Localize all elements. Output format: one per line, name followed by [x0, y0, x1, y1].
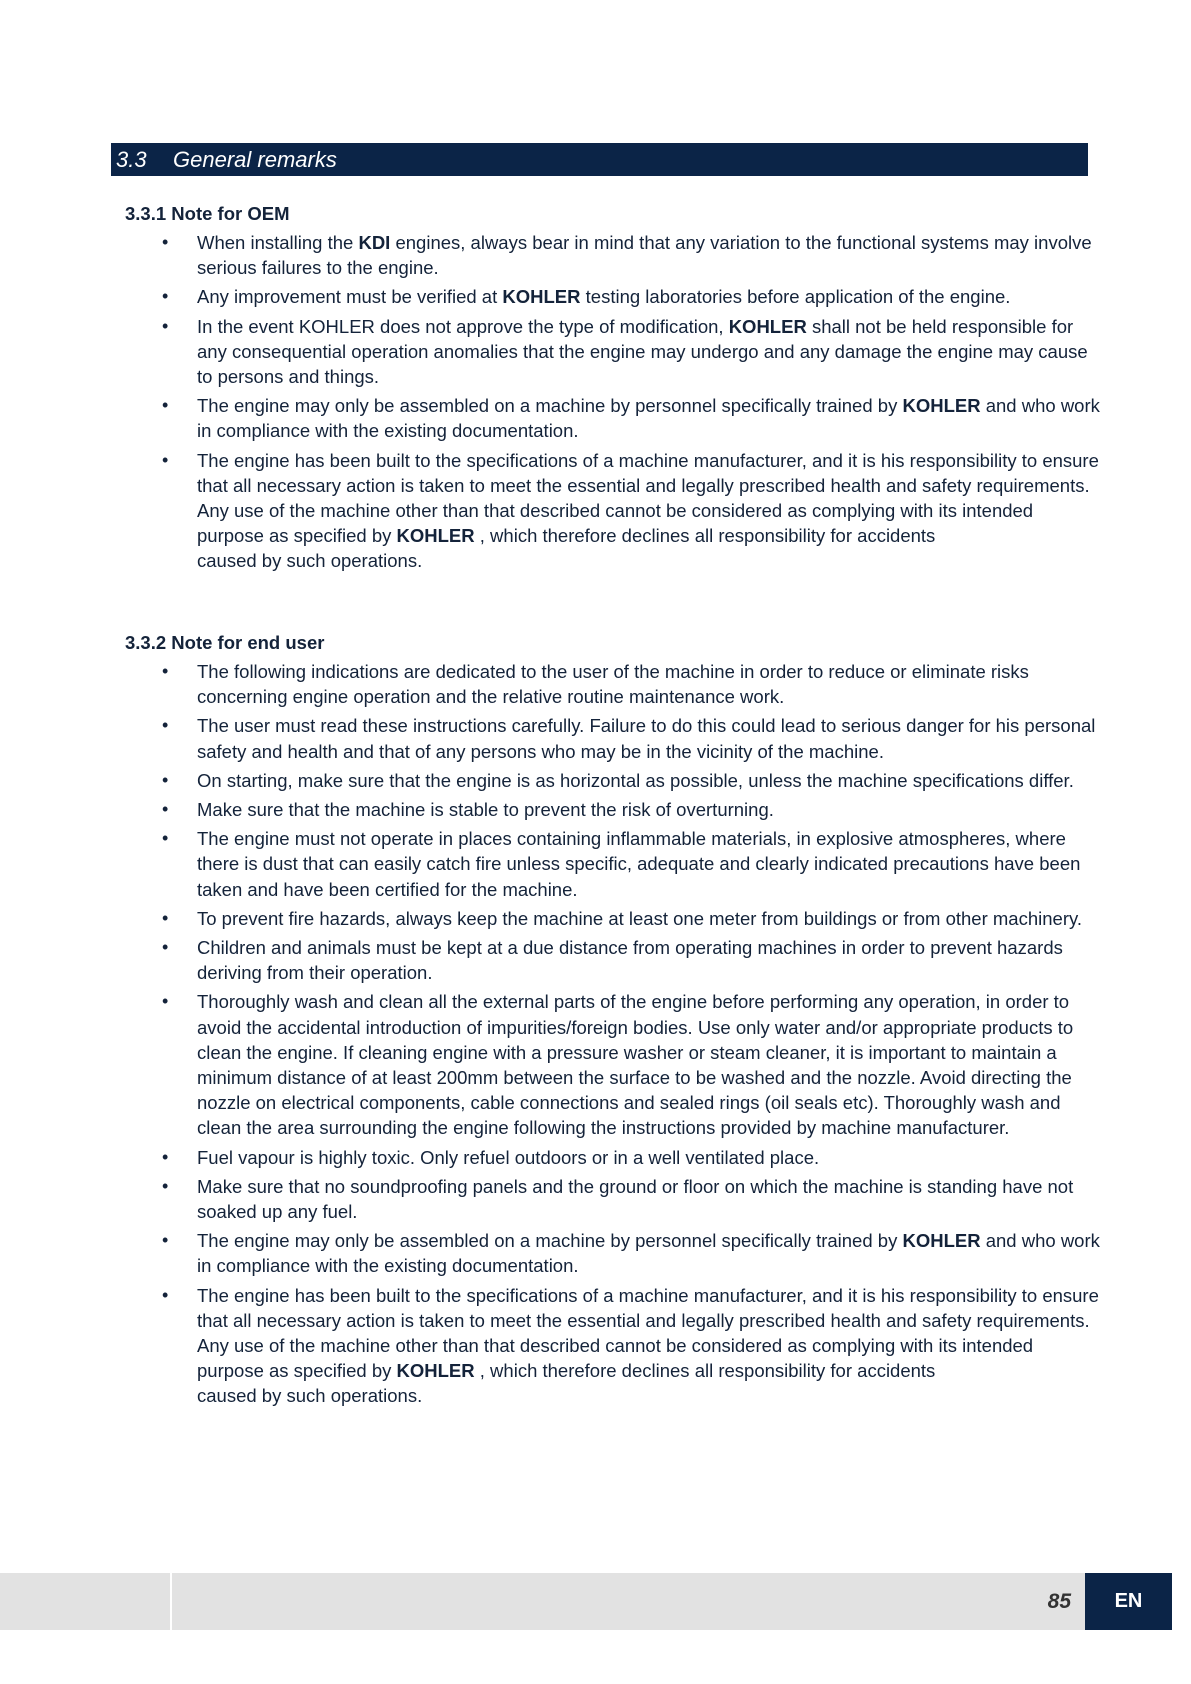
section-title-bar: [111, 143, 1088, 176]
list-item: • The engine may only be assembled on a machine by personnel specifically trained by KOHLER and who work in compliance with the existing documentation.: [162, 1230, 1100, 1277]
bullet-icon: •: [162, 799, 169, 820]
list-item: • Make sure that the machine is stable to prevent the risk of overturning.: [150, 797, 1100, 822]
page-footer: [0, 1573, 1085, 1630]
bullet-icon: •: [162, 991, 169, 1012]
bullet-icon: •: [162, 769, 169, 790]
list-item: • To prevent fire hazards, always keep the machine at least one meter from buildings or from other machinery.: [150, 906, 1100, 931]
list-item: • Make sure that no soundproofing panels and the ground or floor on which the machine is standing have not soaked up any fuel.: [162, 1175, 1074, 1223]
section-number: 3.3: [116, 147, 147, 172]
end-user-heading: 3.3.2 Note for end user: [125, 632, 325, 653]
bullet-icon: •: [162, 1175, 169, 1196]
end-user-list: [150, 659, 1100, 1413]
bullet-icon: •: [162, 1284, 169, 1305]
bullet-icon: •: [162, 828, 169, 849]
list-item: • Fuel vapour is highly toxic. Only refuel outdoors or in a well ventilated place.: [150, 1145, 1100, 1170]
list-item: • On starting, make sure that the engine is as horizontal as possible, unless the machine specifications differ.: [150, 768, 1100, 793]
list-item: • Any improvement must be verified at KOHLER testing laboratories before application of the engine.: [150, 284, 1100, 309]
bullet-icon: •: [162, 907, 169, 928]
language-badge: EN: [1085, 1573, 1172, 1630]
oem-heading: 3.3.1 Note for OEM: [125, 203, 290, 224]
bullet-icon: •: [162, 286, 169, 307]
page-number: 85: [1047, 1590, 1071, 1613]
list-item: • In the event KOHLER does not approve the type of modification, KOHLER shall not be held responsible for any consequential operation anomalies that the engine may undergo and any damage the engine may cause to persons and things.: [162, 315, 1088, 388]
list-item: • Children and animals must be kept at a due distance from operating machines in order to prevent hazards deriving from their operation.: [162, 937, 1063, 984]
bullet-icon: •: [162, 232, 169, 252]
bullet-icon: •: [162, 661, 169, 681]
bullet-icon: •: [162, 715, 169, 736]
list-item: • When installing the KDI engines, always bear in mind that any variation to the functional systems may involve serious failures to the engine.: [162, 232, 1092, 279]
bullet-icon: •: [162, 1146, 169, 1167]
bullet-icon: •: [162, 937, 169, 958]
oem-list: [150, 230, 1100, 578]
bullet-icon: •: [162, 395, 169, 416]
list-item: • The engine may only be assembled on a machine by personnel specifically trained by KOHLER and who work in compliance with the existing documentation.: [162, 395, 1100, 442]
bullet-icon: •: [162, 315, 169, 336]
list-item: • The user must read these instructions carefully. Failure to do this could lead to serious danger for his personal safety and health and that of any persons who may be in the vicinity of the machine.: [162, 715, 1096, 762]
list-item: • The following indications are dedicated to the user of the machine in order to reduce or eliminate risks concerning engine operation and the relative routine maintenance work.: [162, 661, 1029, 708]
bullet-icon: •: [162, 1230, 169, 1251]
list-item: • The engine has been built to the specifications of a machine manufacturer, and it is his responsibility to ensure that all necessary action is taken to meet the essential and legally prescribed health and safety requirements. Any use of the machine other than that described cannot be considered as complying with its intended purpose as specified by KOHLER , which therefore declines all responsibility for accidents caused by such operations.: [162, 449, 1099, 572]
footer-divider: [170, 1573, 172, 1630]
bullet-icon: •: [162, 449, 169, 470]
list-item: • Thoroughly wash and clean all the external parts of the engine before performing any operation, in order to avoid the accidental introduction of impurities/foreign bodies. Use only water and/or appropriate products to clean the engine. If cleaning engine with a pressure washer or steam cleaner, it is important to maintain a minimum distance of at least 200mm between the surface to be washed and the nozzle. Avoid directing the nozzle on electrical components, cable connections and sealed rings (oil seals etc). Thoroughly wash and clean the area surrounding the engine following the instructions provided by machine manufacturer.: [162, 991, 1074, 1139]
section-title: General remarks: [173, 147, 337, 172]
list-item: • The engine must not operate in places containing inflammable materials, in explosive atmospheres, where there is dust that can easily catch fire unless specific, adequate and clearly indicated precautions have been taken and have been certified for the machine.: [162, 828, 1081, 900]
list-item: • The engine has been built to the specifications of a machine manufacturer, and it is his responsibility to ensure that all necessary action is taken to meet the essential and legally prescribed health and safety requirements. Any use of the machine other than that described cannot be considered as complying with its intended purpose as specified by KOHLER , which therefore declines all responsibility for accidents caused by such operations.: [162, 1284, 1099, 1407]
